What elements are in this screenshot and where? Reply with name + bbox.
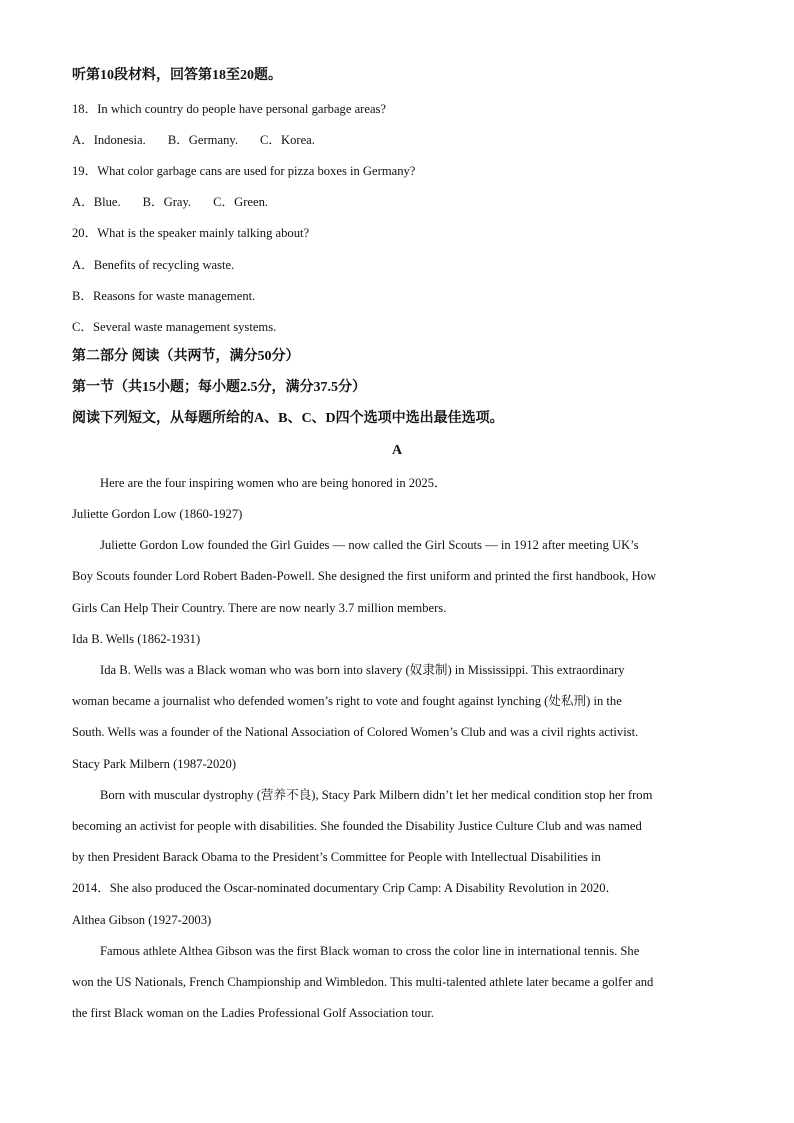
q20-option-a: A．Benefits of recycling waste. [72,258,235,272]
passage-intro: Here are the four inspiring women who are being honored in 2025． [100,476,447,490]
q18-option-c: C．Korea. [260,133,315,147]
part2-title: 第二部分 阅读（共两节，满分50分） [72,349,300,364]
heading-juliette-gordon-low: Juliette Gordon Low (1860-1927) [72,507,243,521]
listening-section-heading: 听第10段材料，回答第18至20题。 [72,68,282,83]
low-paragraph-line: Boy Scouts founder Lord Robert Baden-Powell. She designed the first uniform and printed the first handbook, How [72,569,657,583]
gibson-paragraph-line: won the US Nationals, French Championship and Wimbledon. This multi-talented athlete later became a golfer and [72,975,654,989]
wells-paragraph-line: woman became a journalist who defended women’s right to vote and fought against lynching (处私刑) in the [72,694,622,708]
q19-option-b: B．Gray. [142,195,192,209]
question-19-options [72,194,268,210]
question-18-options [72,132,315,148]
heading-ida-b-wells: Ida B. Wells (1862-1931) [72,632,201,646]
question-19-stem: 19．What color garbage cans are used for pizza boxes in Germany? [72,164,416,178]
wells-paragraph-line: South. Wells was a founder of the National Association of Colored Women’s Club and was a civil rights activist. [72,725,639,739]
q18-option-a: A．Indonesia. [72,133,146,147]
wells-paragraph-line: Ida B. Wells was a Black woman who was born into slavery (奴隶制) in Mississippi. This extraordinary [100,663,625,677]
milbern-paragraph-line: becoming an activist for people with disabilities. She founded the Disability Justice Culture Club and was named [72,819,642,833]
milbern-paragraph-line: by then President Barack Obama to the President’s Committee for People with Intellectual Disabilities in [72,850,601,864]
milbern-paragraph-line: Born with muscular dystrophy (营养不良), Stacy Park Milbern didn’t let her medical condition stop her from [100,788,653,802]
q20-option-b: B．Reasons for waste management. [72,289,256,303]
q19-option-a: A．Blue. [72,195,121,209]
q20-option-c: C．Several waste management systems. [72,320,277,334]
low-paragraph-line: Girls Can Help Their Country. There are now nearly 3.7 million members. [72,601,447,615]
question-20-stem: 20．What is the speaker mainly talking about? [72,226,310,240]
milbern-paragraph-line: 2014．She also produced the Oscar-nominated documentary Crip Camp: A Disability Revolution in 2020． [72,881,619,895]
passage-label: A [391,443,403,458]
heading-stacy-park-milbern: Stacy Park Milbern (1987-2020) [72,757,237,771]
heading-althea-gibson: Althea Gibson (1927-2003) [72,913,212,927]
gibson-paragraph-line: the first Black woman on the Ladies Professional Golf Association tour. [72,1006,435,1020]
reading-instructions: 阅读下列短文，从每题所给的A、B、C、D四个选项中选出最佳选项。 [72,411,504,426]
gibson-paragraph-line: Famous athlete Althea Gibson was the first Black woman to cross the color line in international tennis. She [100,944,640,958]
q18-option-b: B．Germany. [167,133,238,147]
q19-option-c: C．Green. [213,195,269,209]
low-paragraph-line: Juliette Gordon Low founded the Girl Guides — now called the Girl Scouts — in 1912 after meeting UK’s [100,538,639,552]
section1-title: 第一节（共15小题；每小题2.5分，满分37.5分） [72,380,366,395]
question-18-stem: 18．In which country do people have personal garbage areas? [72,102,387,116]
